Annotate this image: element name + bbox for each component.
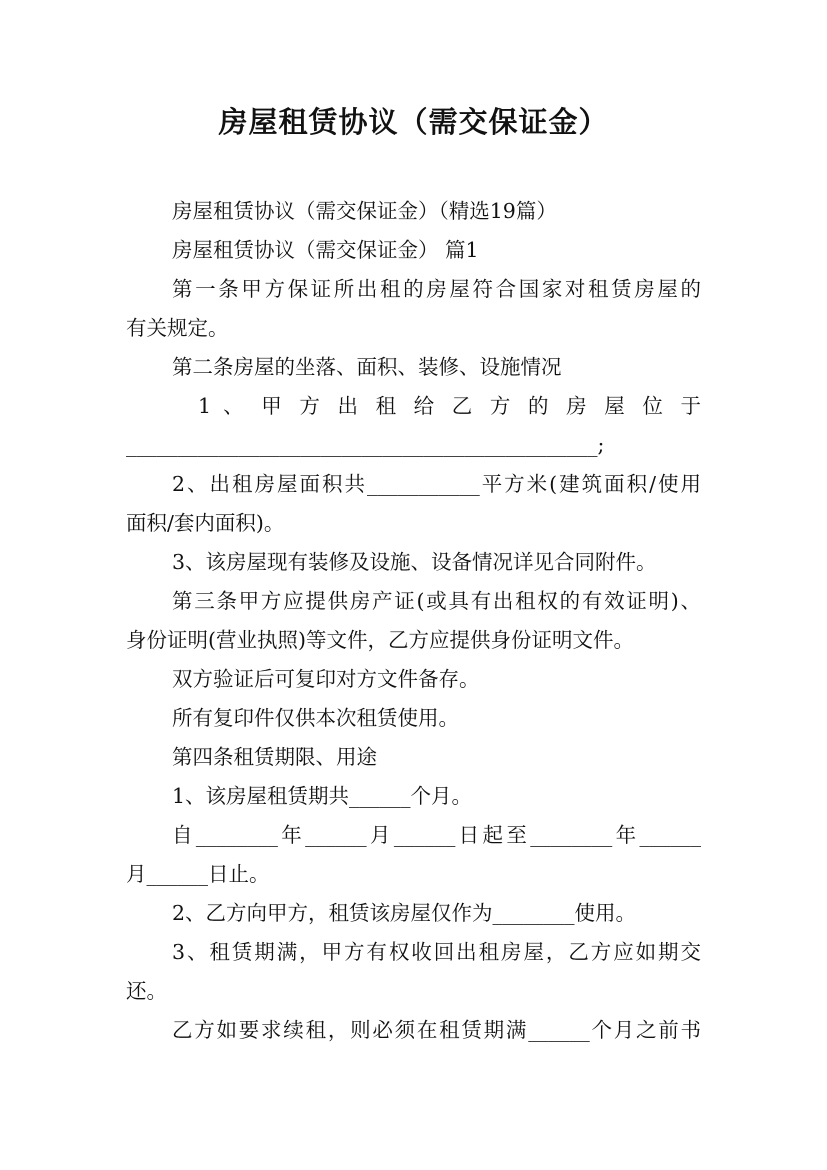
paragraph-line: 乙方如要求续租，则必须在租赁期满______个月之前书	[172, 1018, 701, 1042]
paragraph-line: 双方验证后可复印对方文件备存。	[172, 667, 480, 691]
subtitle-line: 房屋租赁协议（需交保证金）（精选19篇）	[172, 199, 557, 223]
paragraph-line: 面积/套内面积)。	[126, 511, 285, 535]
paragraph-line: 第二条房屋的坐落、面积、装修、设施情况	[172, 355, 562, 379]
paragraph-line: 3、该房屋现有装修及设施、设备情况详见合同附件。	[172, 550, 657, 574]
paragraph-line: 所有复印件仅供本次租赁使用。	[172, 706, 459, 730]
paragraph-line: 2、乙方向甲方，租赁该房屋仅作为________使用。	[172, 901, 637, 925]
paragraph-line: 第一条甲方保证所出租的房屋符合国家对租赁房屋的	[172, 277, 701, 301]
paragraph-line: 2、出租房屋面积共___________平方米(建筑面积/使用	[172, 472, 701, 496]
paragraph-line: 自________年______月______日起至________年______	[172, 823, 701, 847]
paragraph-line: 第三条甲方应提供房产证(或具有出租权的有效证明)、	[172, 589, 701, 613]
paragraph-line: 3、租赁期满，甲方有权收回出租房屋，乙方应如期交	[172, 940, 701, 964]
paragraph-line: 有关规定。	[126, 316, 229, 340]
paragraph-line: 月______日止。	[126, 862, 270, 886]
paragraph-line: 1、该房屋租赁期共______个月。	[172, 784, 473, 808]
paragraph-line: 身份证明(营业执照)等文件，乙方应提供身份证明文件。	[126, 628, 634, 652]
document-title: 房屋租赁协议（需交保证金）	[218, 105, 609, 139]
paragraph-line: 1 、 甲 方 出 租 给 乙 方 的 房 屋 位 于	[198, 394, 701, 418]
section-heading: 房屋租赁协议（需交保证金） 篇1	[172, 238, 479, 262]
blank-fill-line: ______________________________________________;	[126, 433, 605, 457]
paragraph-line: 还。	[126, 979, 167, 1003]
paragraph-line: 第四条租赁期限、用途	[172, 745, 377, 769]
